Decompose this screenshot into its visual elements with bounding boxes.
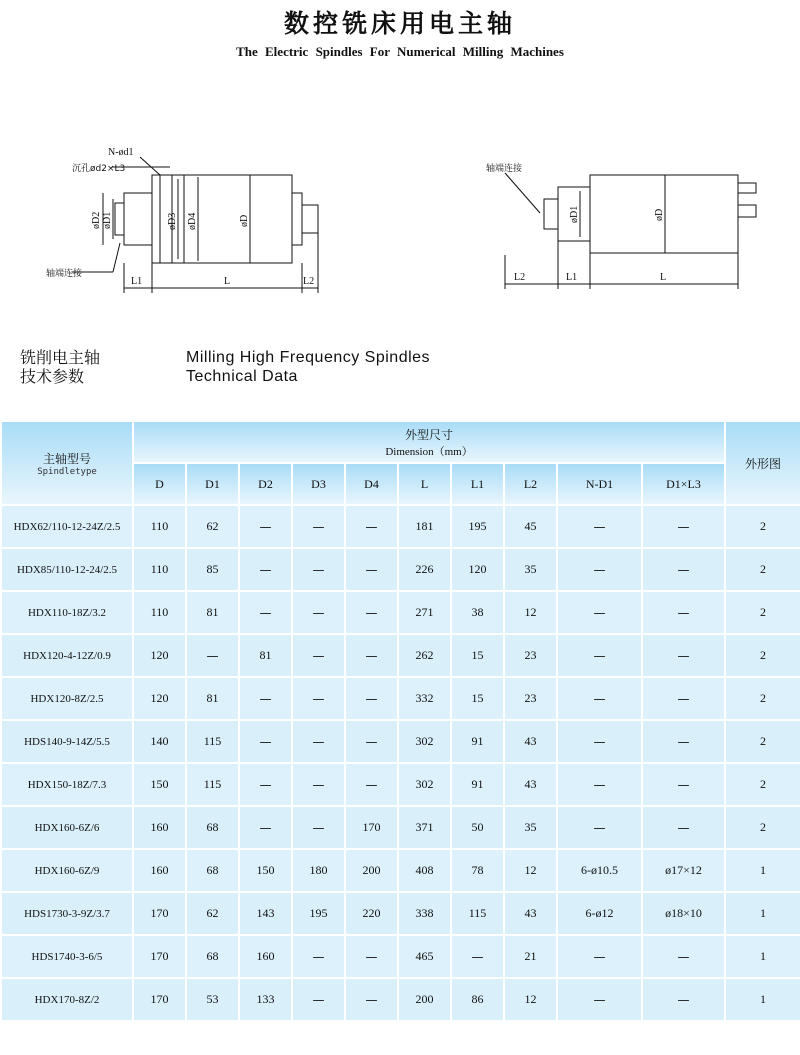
table-cell: — bbox=[642, 935, 725, 978]
table-cell: — bbox=[642, 763, 725, 806]
table-body bbox=[1, 505, 800, 1021]
table-cell: — bbox=[642, 677, 725, 720]
table-cell: — bbox=[557, 763, 642, 806]
table-row bbox=[1, 720, 800, 763]
table-cell: — bbox=[345, 935, 398, 978]
table-cell: 1 bbox=[725, 935, 800, 978]
label-right-d1: øD1 bbox=[569, 205, 580, 223]
table-cell: 338 bbox=[398, 892, 451, 935]
table-cell: — bbox=[557, 720, 642, 763]
table-cell: 181 bbox=[398, 505, 451, 548]
table-cell: 465 bbox=[398, 935, 451, 978]
table-cell: — bbox=[292, 978, 345, 1021]
spindle-drawing-right bbox=[505, 173, 756, 289]
label-d2: øD2 bbox=[91, 211, 102, 229]
label-right-l: L bbox=[660, 272, 667, 283]
table-cell: — bbox=[345, 591, 398, 634]
page-subtitle: The Electric Spindles For Numerical Milling Machines bbox=[236, 44, 564, 59]
table-cell: — bbox=[642, 978, 725, 1021]
table-cell: 195 bbox=[292, 892, 345, 935]
table-row bbox=[1, 591, 800, 634]
table-cell: — bbox=[292, 505, 345, 548]
label-n-d1: N-ød1 bbox=[108, 147, 134, 158]
table-cell: 2 bbox=[725, 763, 800, 806]
table-cell: 2 bbox=[725, 806, 800, 849]
table-cell: 2 bbox=[725, 677, 800, 720]
table-row bbox=[1, 763, 800, 806]
table-cell: 1 bbox=[725, 978, 800, 1021]
label-l1: L1 bbox=[131, 276, 143, 287]
table-cell: — bbox=[239, 806, 292, 849]
table-cell: 170 bbox=[133, 935, 186, 978]
model-cell: HDX110-18Z/3.2 bbox=[1, 591, 133, 634]
table-cell: 23 bbox=[504, 677, 557, 720]
label-right-l1: L1 bbox=[566, 272, 578, 283]
table-cell: 160 bbox=[239, 935, 292, 978]
table-cell: 2 bbox=[725, 634, 800, 677]
table-cell: — bbox=[557, 634, 642, 677]
table-cell: 302 bbox=[398, 763, 451, 806]
header-dimension-cn: 外型尺寸 bbox=[405, 427, 454, 442]
table-cell: — bbox=[345, 763, 398, 806]
model-cell: HDX170-8Z/2 bbox=[1, 978, 133, 1021]
table-cell: 2 bbox=[725, 591, 800, 634]
model-cell: HDX160-6Z/9 bbox=[1, 849, 133, 892]
table-cell: — bbox=[557, 677, 642, 720]
section-title-cn bbox=[20, 348, 100, 386]
table-cell: 12 bbox=[504, 978, 557, 1021]
table-cell: 110 bbox=[133, 505, 186, 548]
table-cell: 120 bbox=[451, 548, 504, 591]
table-cell: — bbox=[345, 634, 398, 677]
table-cell: 15 bbox=[451, 634, 504, 677]
model-cell: HDS1740-3-6/5 bbox=[1, 935, 133, 978]
table-cell: — bbox=[239, 677, 292, 720]
column-header: D3 bbox=[292, 463, 345, 505]
table-cell: 332 bbox=[398, 677, 451, 720]
table-cell: — bbox=[642, 634, 725, 677]
table-cell: — bbox=[292, 548, 345, 591]
label-right-l2: L2 bbox=[514, 272, 526, 283]
table-cell: 1 bbox=[725, 849, 800, 892]
table-cell: ø18×10 bbox=[642, 892, 725, 935]
table-cell: 140 bbox=[133, 720, 186, 763]
table-cell: — bbox=[292, 720, 345, 763]
column-header: D4 bbox=[345, 463, 398, 505]
column-header: L1 bbox=[451, 463, 504, 505]
table-cell: — bbox=[186, 634, 239, 677]
table-cell: 91 bbox=[451, 763, 504, 806]
header-shape-cn: 外形图 bbox=[745, 456, 782, 471]
table-cell: 35 bbox=[504, 548, 557, 591]
table-cell: 110 bbox=[133, 548, 186, 591]
table-cell: — bbox=[345, 548, 398, 591]
table-cell: 115 bbox=[451, 892, 504, 935]
table-cell: 170 bbox=[133, 892, 186, 935]
table-cell: 150 bbox=[239, 849, 292, 892]
table-row bbox=[1, 935, 800, 978]
table-row bbox=[1, 634, 800, 677]
table-cell: 35 bbox=[504, 806, 557, 849]
header-model-en: Spindletype bbox=[37, 466, 97, 477]
header-shape bbox=[725, 421, 800, 505]
model-cell: HDX62/110-12-24Z/2.5 bbox=[1, 505, 133, 548]
table-cell: 262 bbox=[398, 634, 451, 677]
table-cell: — bbox=[557, 935, 642, 978]
table-cell: — bbox=[642, 806, 725, 849]
table-cell: 85 bbox=[186, 548, 239, 591]
table-cell: 53 bbox=[186, 978, 239, 1021]
table-cell: 170 bbox=[345, 806, 398, 849]
table-cell: 110 bbox=[133, 591, 186, 634]
table-cell: 371 bbox=[398, 806, 451, 849]
table-cell: 143 bbox=[239, 892, 292, 935]
table-cell: — bbox=[345, 978, 398, 1021]
table-cell: 200 bbox=[345, 849, 398, 892]
table-cell: 81 bbox=[186, 677, 239, 720]
table-cell: — bbox=[557, 505, 642, 548]
table-cell: 81 bbox=[186, 591, 239, 634]
table-cell: — bbox=[557, 978, 642, 1021]
column-header: D bbox=[133, 463, 186, 505]
table-row bbox=[1, 806, 800, 849]
table-cell: — bbox=[642, 505, 725, 548]
table-cell: — bbox=[292, 806, 345, 849]
table-cell: 302 bbox=[398, 720, 451, 763]
table-cell: 120 bbox=[133, 677, 186, 720]
model-cell: HDX160-6Z/6 bbox=[1, 806, 133, 849]
table-cell: 6-ø10.5 bbox=[557, 849, 642, 892]
column-header: L2 bbox=[504, 463, 557, 505]
section-line1-cn: 铣削电主轴 bbox=[20, 348, 101, 367]
table-cell: 15 bbox=[451, 677, 504, 720]
table-cell: 23 bbox=[504, 634, 557, 677]
table-cell: — bbox=[292, 634, 345, 677]
column-header: D2 bbox=[239, 463, 292, 505]
table-cell: — bbox=[239, 505, 292, 548]
table-cell: 62 bbox=[186, 892, 239, 935]
column-header: L bbox=[398, 463, 451, 505]
header-model bbox=[1, 421, 133, 505]
table-row bbox=[1, 849, 800, 892]
table-cell: 2 bbox=[725, 505, 800, 548]
section-line2-cn: 技术参数 bbox=[20, 367, 85, 386]
table-cell: 6-ø12 bbox=[557, 892, 642, 935]
column-header: N-D1 bbox=[557, 463, 642, 505]
model-cell: HDS1730-3-9Z/3.7 bbox=[1, 892, 133, 935]
table-row bbox=[1, 677, 800, 720]
table-cell: 120 bbox=[133, 634, 186, 677]
section-line2-en: Technical Data bbox=[186, 368, 298, 385]
table-cell: 86 bbox=[451, 978, 504, 1021]
table-cell: — bbox=[642, 720, 725, 763]
table-cell: — bbox=[345, 505, 398, 548]
table-cell: 226 bbox=[398, 548, 451, 591]
table-cell: — bbox=[292, 591, 345, 634]
table-cell: — bbox=[642, 548, 725, 591]
table-cell: 115 bbox=[186, 763, 239, 806]
table-cell: — bbox=[451, 935, 504, 978]
table-cell: — bbox=[292, 763, 345, 806]
table-cell: 195 bbox=[451, 505, 504, 548]
table-cell: 12 bbox=[504, 849, 557, 892]
table-cell: 408 bbox=[398, 849, 451, 892]
table-cell: 220 bbox=[345, 892, 398, 935]
label-l2: L2 bbox=[303, 276, 315, 287]
table-cell: — bbox=[345, 720, 398, 763]
table-cell: — bbox=[239, 548, 292, 591]
table-cell: 21 bbox=[504, 935, 557, 978]
table-cell: 68 bbox=[186, 849, 239, 892]
header-model-cn: 主轴型号 bbox=[42, 451, 91, 466]
label-shaft-right: 轴端连接 bbox=[486, 164, 523, 174]
table-cell: 150 bbox=[133, 763, 186, 806]
table-cell: — bbox=[292, 677, 345, 720]
model-cell: HDX150-18Z/7.3 bbox=[1, 763, 133, 806]
model-cell: HDS140-9-14Z/5.5 bbox=[1, 720, 133, 763]
header-dimension-en: Dimension（mm） bbox=[385, 445, 473, 458]
table-cell: 271 bbox=[398, 591, 451, 634]
table-cell: 200 bbox=[398, 978, 451, 1021]
table-cell: 1 bbox=[725, 892, 800, 935]
spec-table bbox=[0, 420, 800, 1022]
label-shaft-left: 轴端连接 bbox=[46, 269, 83, 279]
table-cell: 50 bbox=[451, 806, 504, 849]
table-cell: 160 bbox=[133, 806, 186, 849]
column-header: D1 bbox=[186, 463, 239, 505]
label-l: L bbox=[224, 276, 231, 287]
header-dimension bbox=[133, 421, 725, 463]
table-cell: 115 bbox=[186, 720, 239, 763]
table-cell: 133 bbox=[239, 978, 292, 1021]
column-header: D1×L3 bbox=[642, 463, 725, 505]
section-line1-en: Milling High Frequency Spindles bbox=[186, 349, 431, 366]
table-cell: 2 bbox=[725, 720, 800, 763]
label-d4: øD4 bbox=[187, 212, 198, 230]
table-cell: — bbox=[557, 591, 642, 634]
model-cell: HDX120-8Z/2.5 bbox=[1, 677, 133, 720]
table-cell: 68 bbox=[186, 806, 239, 849]
label-d: øD bbox=[239, 214, 250, 227]
table-cell: 38 bbox=[451, 591, 504, 634]
table-cell: — bbox=[239, 763, 292, 806]
model-cell: HDX85/110-12-24/2.5 bbox=[1, 548, 133, 591]
table-cell: — bbox=[557, 548, 642, 591]
label-counterbore: 沉孔ød2×L3 bbox=[72, 164, 126, 174]
section-title-en bbox=[186, 348, 430, 386]
label-d1: øD1 bbox=[102, 211, 113, 229]
table-cell: 78 bbox=[451, 849, 504, 892]
table-cell: ø17×12 bbox=[642, 849, 725, 892]
table-cell: — bbox=[642, 591, 725, 634]
table-cell: 43 bbox=[504, 892, 557, 935]
table-cell: 160 bbox=[133, 849, 186, 892]
table-cell: 2 bbox=[725, 548, 800, 591]
table-cell: — bbox=[345, 677, 398, 720]
table-cell: 81 bbox=[239, 634, 292, 677]
table-cell: — bbox=[292, 935, 345, 978]
table-cell: 180 bbox=[292, 849, 345, 892]
table-cell: 43 bbox=[504, 763, 557, 806]
spindle-drawings bbox=[0, 135, 800, 305]
table-cell: — bbox=[239, 591, 292, 634]
table-cell: 68 bbox=[186, 935, 239, 978]
table-row bbox=[1, 892, 800, 935]
table-cell: — bbox=[557, 806, 642, 849]
model-cell: HDX120-4-12Z/0.9 bbox=[1, 634, 133, 677]
label-right-d: øD bbox=[654, 208, 665, 221]
table-cell: 43 bbox=[504, 720, 557, 763]
table-cell: 12 bbox=[504, 591, 557, 634]
table-cell: — bbox=[239, 720, 292, 763]
table-cell: 91 bbox=[451, 720, 504, 763]
table-row bbox=[1, 978, 800, 1021]
label-d3: øD3 bbox=[167, 212, 178, 230]
page-title: 数控铣床用电主轴 bbox=[283, 9, 516, 38]
table-cell: 45 bbox=[504, 505, 557, 548]
table-cell: 62 bbox=[186, 505, 239, 548]
table-row bbox=[1, 548, 800, 591]
table-row bbox=[1, 505, 800, 548]
table-cell: 170 bbox=[133, 978, 186, 1021]
